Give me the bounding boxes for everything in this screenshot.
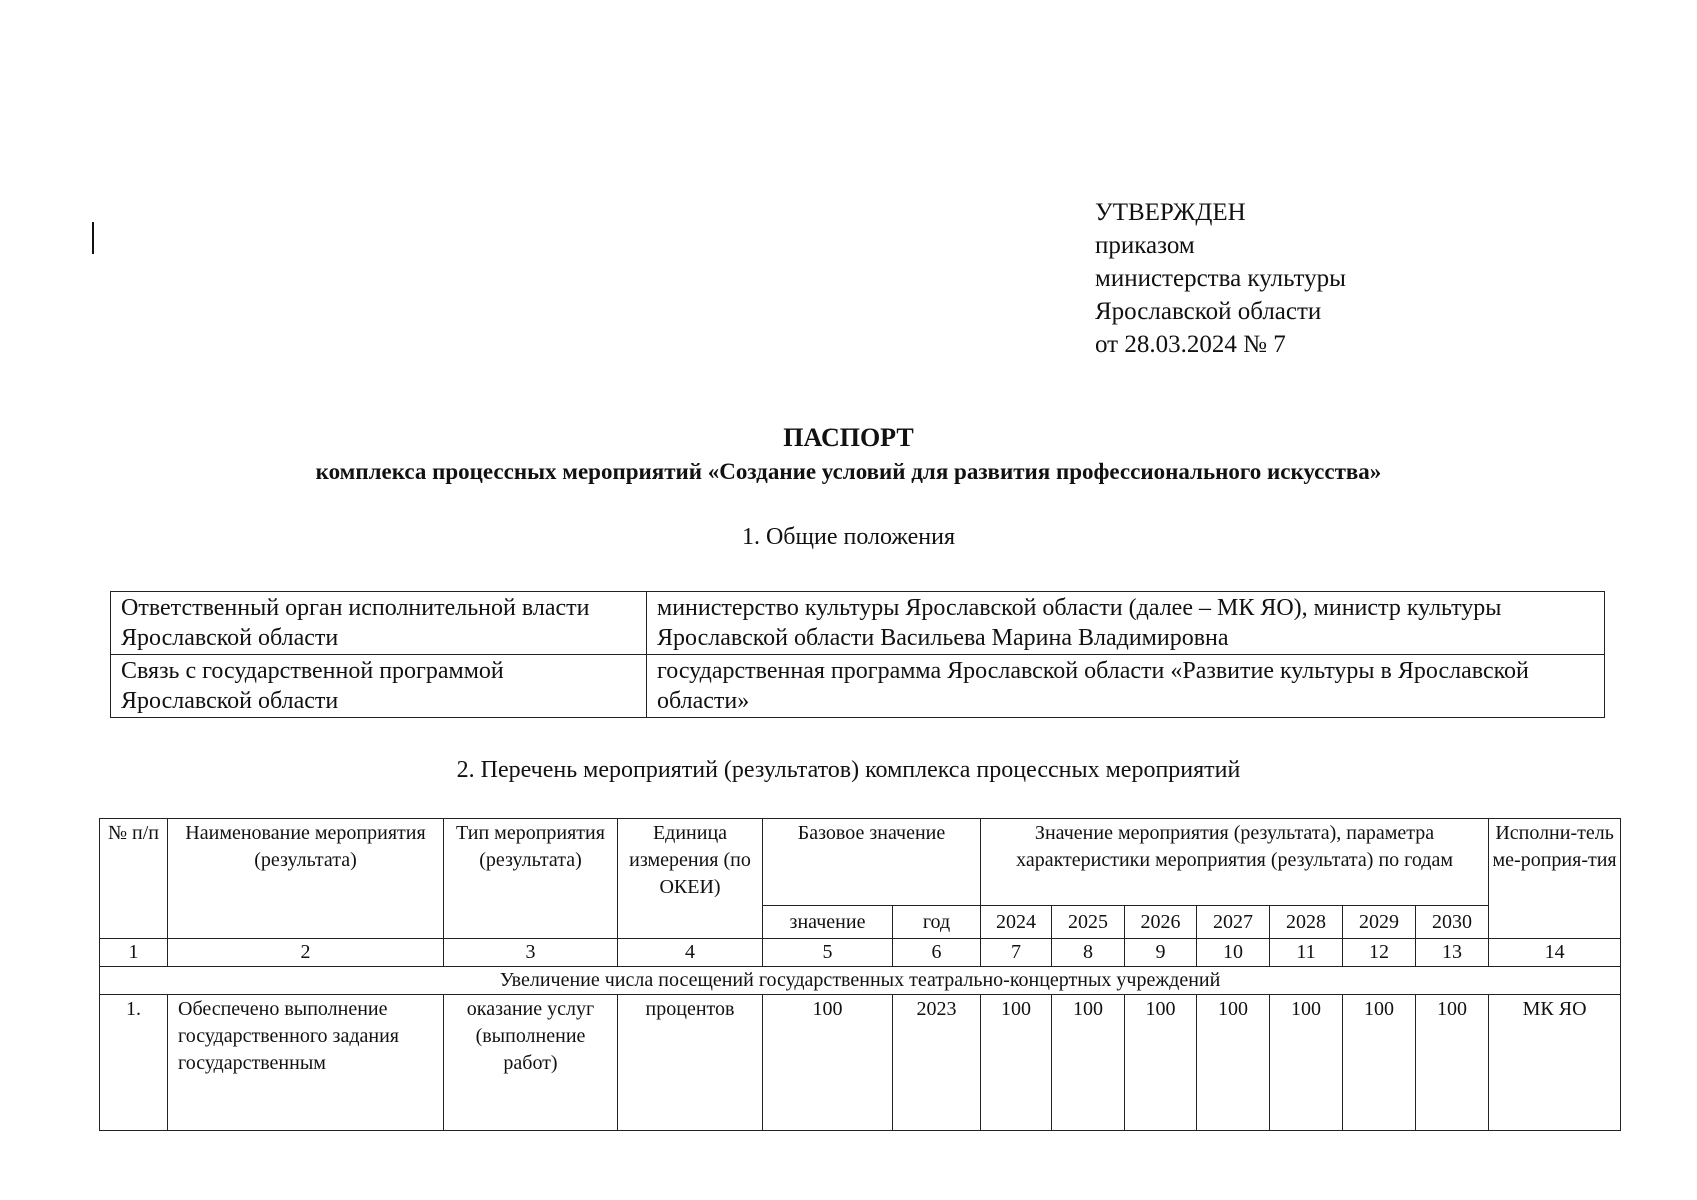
events-table: [99, 818, 1621, 1131]
header-year: 2027: [1197, 906, 1270, 939]
header-base: Базовое значение: [763, 819, 981, 906]
general-label-cell: Ответственный орган исполнительной власти Ярославской области: [111, 592, 647, 655]
header-executor: Исполни-тель ме-роприя-тия: [1489, 819, 1621, 939]
column-number: 1: [100, 939, 168, 967]
header-year: 2028: [1270, 906, 1343, 939]
table-header-row: [100, 819, 1621, 906]
row-executor: МК ЯО: [1489, 995, 1621, 1131]
approval-line-4: Ярославской области: [1095, 298, 1322, 325]
column-number: 6: [893, 939, 981, 967]
header-year: 2029: [1343, 906, 1416, 939]
general-value-cell: министерство культуры Ярославской области (далее – МК ЯО), министр культуры Ярославской области Васильева Марина Владимировна: [647, 592, 1605, 655]
header-unit: Единица измерения (по ОКЕИ): [618, 819, 763, 939]
header-year: 2030: [1416, 906, 1489, 939]
header-values: Значение мероприятия (результата), параметра характеристики мероприятия (результата) по годам: [981, 819, 1489, 906]
group-title-row: [100, 967, 1621, 995]
table-row: [111, 655, 1605, 718]
approval-line-3: министерства культуры: [1095, 265, 1346, 292]
document-title-sub: комплекса процессных мероприятий «Создание условий для развития профессионального искусства»: [315, 459, 1382, 484]
column-number: 12: [1343, 939, 1416, 967]
row-num: 1.: [100, 995, 168, 1131]
column-number: 3: [444, 939, 618, 967]
row-base-year: 2023: [893, 995, 981, 1131]
row-year-value: 100: [1270, 995, 1343, 1131]
general-value-cell: государственная программа Ярославской области «Развитие культуры в Ярославской области»: [647, 655, 1605, 718]
header-base-year: год: [893, 906, 981, 939]
header-base-value: значение: [763, 906, 893, 939]
column-number: 14: [1489, 939, 1621, 967]
row-year-value: 100: [1416, 995, 1489, 1131]
row-year-value: 100: [1343, 995, 1416, 1131]
section-2-heading: 2. Перечень мероприятий (результатов) комплекса процессных мероприятий: [456, 757, 1241, 783]
general-label-cell: Связь с государственной программой Ярославской области: [111, 655, 647, 718]
column-number: 11: [1270, 939, 1343, 967]
row-name: Обеспечено выполнение государственного задания государственным: [168, 995, 444, 1131]
column-number: 7: [981, 939, 1052, 967]
approval-line-1: УТВЕРЖДЕН: [1095, 199, 1246, 226]
approval-line-2: приказом: [1095, 232, 1195, 259]
general-provisions-table: [110, 591, 1605, 718]
column-number: 2: [168, 939, 444, 967]
column-number: 4: [618, 939, 763, 967]
section-1-heading: 1. Общие положения: [741, 524, 956, 550]
row-year-value: 100: [1052, 995, 1125, 1131]
row-year-value: 100: [1125, 995, 1197, 1131]
column-number: 8: [1052, 939, 1125, 967]
group-title: Увеличение числа посещений государственных театрально-концертных учреждений: [100, 967, 1621, 995]
header-type: Тип мероприятия (результата): [444, 819, 618, 939]
header-year: 2024: [981, 906, 1052, 939]
column-number-row: [100, 939, 1621, 967]
margin-mark: [92, 222, 94, 254]
row-base-value: 100: [763, 995, 893, 1131]
column-number: 10: [1197, 939, 1270, 967]
column-number: 13: [1416, 939, 1489, 967]
header-name: Наименование мероприятия (результата): [168, 819, 444, 939]
row-year-value: 100: [981, 995, 1052, 1131]
row-type: оказание услуг (выполнение работ): [444, 995, 618, 1131]
header-year: 2025: [1052, 906, 1125, 939]
row-unit: процентов: [618, 995, 763, 1131]
column-number: 5: [763, 939, 893, 967]
document-title-main: ПАСПОРТ: [783, 423, 914, 452]
document-title: [0, 420, 1697, 488]
row-year-value: 100: [1197, 995, 1270, 1131]
table-row: [111, 592, 1605, 655]
approval-stamp: [1095, 196, 1346, 361]
header-year: 2026: [1125, 906, 1197, 939]
header-num: № п/п: [100, 819, 168, 939]
column-number: 9: [1125, 939, 1197, 967]
approval-line-5: от 28.03.2024 № 7: [1095, 331, 1286, 358]
table-row: [100, 995, 1621, 1131]
